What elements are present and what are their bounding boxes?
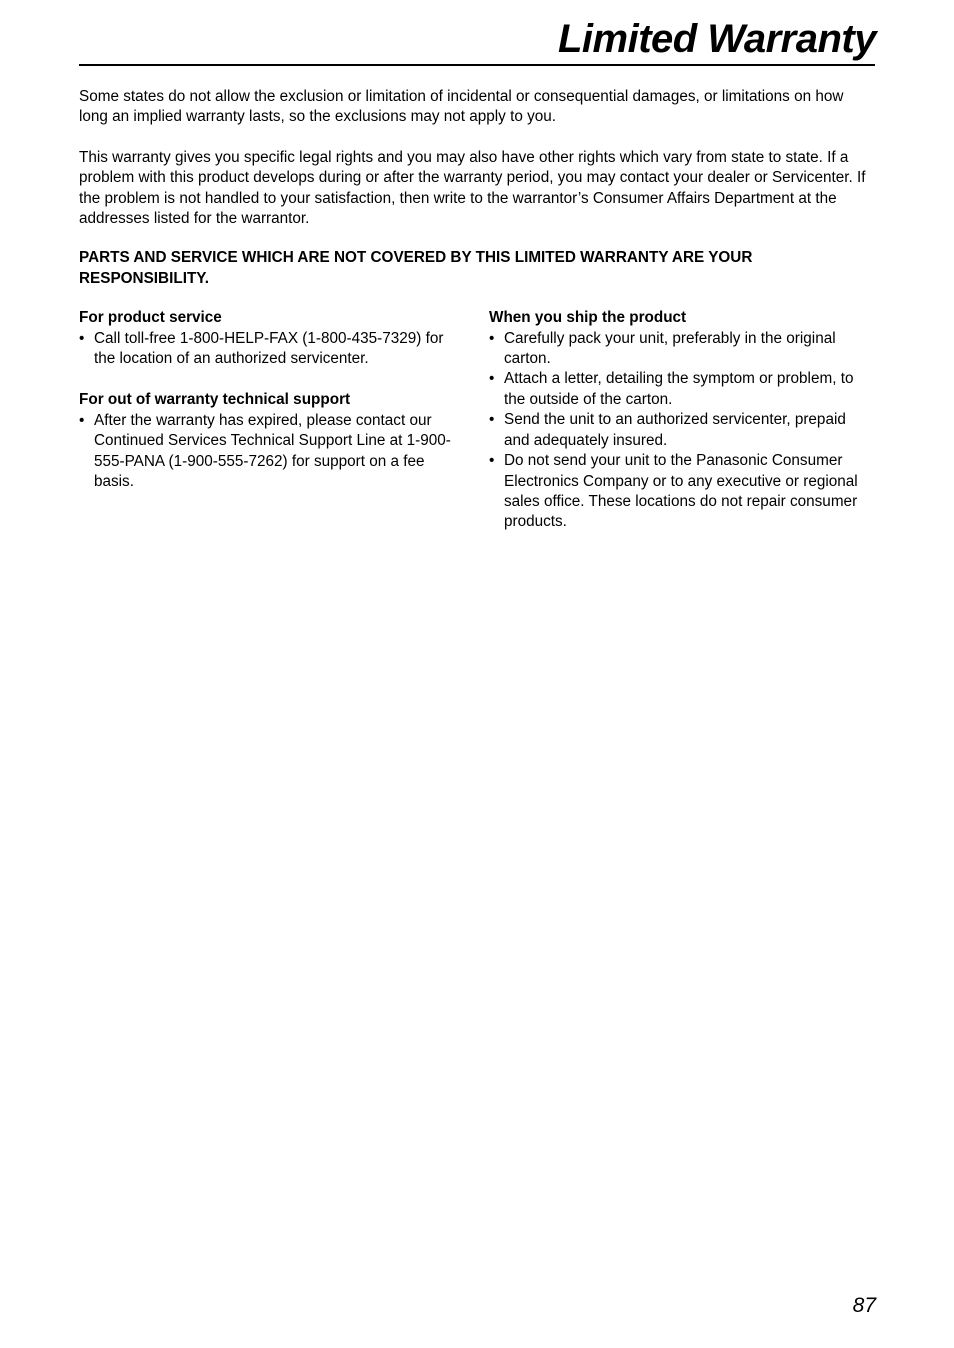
bullet-icon: •: [79, 411, 85, 429]
technical-support-list: [79, 411, 465, 493]
responsibility-notice: PARTS AND SERVICE WHICH ARE NOT COVERED BY THIS LIMITED WARRANTY ARE YOUR RESPONSIBILITY.: [79, 249, 753, 287]
list-item: [489, 451, 875, 533]
page-title: Limited Warranty: [558, 17, 876, 61]
bullet-icon: •: [489, 411, 495, 429]
technical-support-heading: For out of warranty technical support: [79, 391, 351, 409]
list-item: [79, 411, 465, 493]
list-item-text: Attach a letter, detailing the symptom or problem, to the outside of the carton.: [504, 370, 854, 408]
list-item: [79, 329, 465, 370]
two-column-section: [79, 308, 875, 532]
list-item-text: Do not send your unit to the Panasonic Consumer Electronics Company or to any executive or regional sales office. These locations do not repair consumer products.: [504, 452, 858, 531]
list-item: [489, 329, 875, 370]
bullet-icon: •: [489, 452, 495, 470]
document-body: [79, 87, 875, 533]
bullet-icon: •: [79, 329, 85, 347]
paragraph-exclusions: Some states do not allow the exclusion or limitation of incidental or consequential damages, or limitations on how long an implied warranty lasts, so the exclusions may not apply to you.: [79, 88, 844, 126]
title-divider: [79, 64, 875, 66]
list-item-text: Carefully pack your unit, preferably in the original carton.: [504, 329, 836, 368]
bullet-icon: •: [489, 370, 495, 388]
list-item-text: Send the unit to an authorized servicenter, prepaid and adequately insured.: [504, 411, 846, 449]
product-service-section: [79, 308, 465, 369]
product-service-list: [79, 329, 465, 370]
paragraph-legal-rights: This warranty gives you specific legal rights and you may also have other rights which vary from state to state. If a problem with this product develops during or after the warranty period, you may contact your dealer or Servicenter. If the problem is not handled to your satisfaction, then write to the warrantor’s Consumer Affairs Department at the addresses listed for the warrantor.: [79, 148, 866, 228]
left-column: [79, 308, 465, 532]
shipping-heading: When you ship the product: [489, 309, 687, 327]
list-item-text: Call toll-free 1-800-HELP-FAX (1-800-435-7329) for the location of an authorized servicenter.: [94, 329, 444, 368]
page-number: 87: [852, 1294, 876, 1317]
bullet-icon: •: [489, 329, 495, 347]
list-item: [489, 410, 875, 451]
list-item: [489, 369, 875, 410]
technical-support-section: [79, 390, 465, 492]
product-service-heading: For product service: [79, 309, 222, 327]
shipping-list: [489, 329, 875, 533]
right-column: [489, 308, 875, 532]
list-item-text: After the warranty has expired, please contact our Continued Services Technical Support Line at 1-900-555-PANA (1-900-555-7262) for support on a fee basis.: [94, 411, 451, 491]
